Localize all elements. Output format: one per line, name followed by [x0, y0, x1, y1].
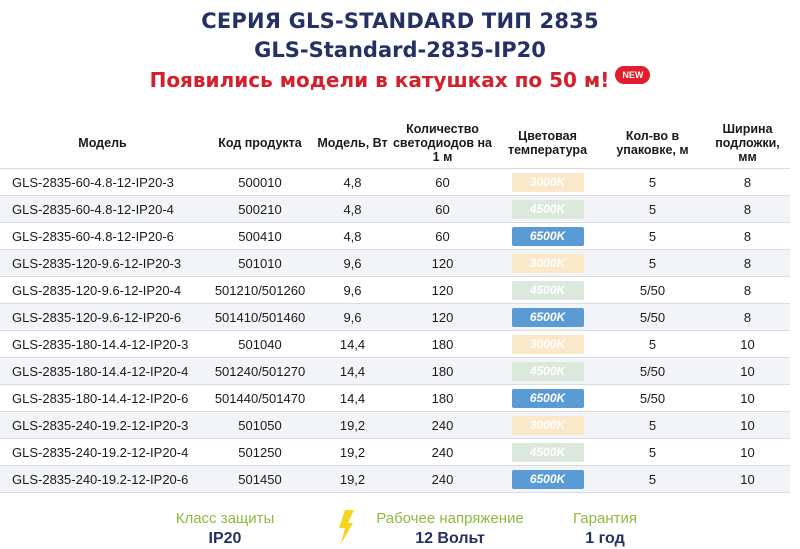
power-cell: 14,4: [315, 331, 390, 358]
color-temp-badge: 4500K: [512, 443, 584, 462]
product-code-cell: 501010: [205, 250, 315, 277]
table-row: [0, 439, 790, 466]
package-length-cell: 5/50: [600, 358, 705, 385]
led-count-cell: 240: [390, 412, 495, 439]
color-temp-badge: 6500K: [512, 389, 584, 408]
power-cell: 4,8: [315, 223, 390, 250]
warranty-block: [550, 510, 660, 548]
column-header: Модель: [78, 136, 127, 150]
model-cell: GLS-2835-60-4.8-12-IP20-6: [0, 223, 205, 250]
package-length-cell: 5: [600, 331, 705, 358]
page-title: СЕРИЯ GLS-STANDARD ТИП 2835: [201, 9, 599, 33]
table-row: [0, 466, 790, 493]
color-temp-badge: 3000K: [512, 254, 584, 273]
substrate-width-cell: 10: [705, 331, 790, 358]
table-row: [0, 412, 790, 439]
column-header: Код продукта: [218, 136, 302, 150]
product-code-cell: 501050: [205, 412, 315, 439]
table-row: [0, 196, 790, 223]
table-row: [0, 385, 790, 412]
product-code-cell: 501410/501460: [205, 304, 315, 331]
color-temp-cell: [495, 385, 600, 412]
package-length-cell: 5/50: [600, 304, 705, 331]
package-length-cell: 5: [600, 412, 705, 439]
led-count-cell: 180: [390, 358, 495, 385]
power-cell: 9,6: [315, 304, 390, 331]
color-temp-badge: 4500K: [512, 281, 584, 300]
package-length-cell: 5: [600, 250, 705, 277]
product-table: [0, 118, 790, 493]
color-temp-cell: [495, 250, 600, 277]
table-row: [0, 169, 790, 196]
package-length-cell: 5: [600, 169, 705, 196]
model-cell: GLS-2835-180-14.4-12-IP20-6: [0, 385, 205, 412]
protection-value: IP20: [208, 530, 242, 547]
product-code-cell: 500210: [205, 196, 315, 223]
substrate-width-cell: 8: [705, 250, 790, 277]
color-temp-cell: [495, 196, 600, 223]
model-cell: GLS-2835-180-14.4-12-IP20-3: [0, 331, 205, 358]
color-temp-cell: [495, 169, 600, 196]
series-subtitle: GLS-Standard-2835-IP20: [254, 38, 546, 62]
column-header: Модель, Вт: [317, 136, 388, 150]
color-temp-cell: [495, 358, 600, 385]
color-temp-cell: [495, 223, 600, 250]
led-count-cell: 240: [390, 466, 495, 493]
package-length-cell: 5: [600, 196, 705, 223]
lightning-bolt-icon: [337, 510, 355, 549]
column-header: Ширина подложки, мм: [715, 122, 780, 164]
package-length-cell: 5: [600, 466, 705, 493]
product-code-cell: 501040: [205, 331, 315, 358]
power-cell: 4,8: [315, 196, 390, 223]
color-temp-badge: 6500K: [512, 308, 584, 327]
led-count-cell: 120: [390, 277, 495, 304]
substrate-width-cell: 10: [705, 412, 790, 439]
product-code-cell: 501450: [205, 466, 315, 493]
product-code-cell: 501240/501270: [205, 358, 315, 385]
power-cell: 9,6: [315, 277, 390, 304]
column-header: Количество светодиодов на 1 м: [392, 122, 492, 164]
voltage-label: Рабочее напряжение: [376, 510, 524, 527]
column-header: Цветовая температура: [507, 129, 588, 157]
table-row: [0, 250, 790, 277]
package-length-cell: 5/50: [600, 277, 705, 304]
led-count-cell: 180: [390, 385, 495, 412]
led-count-cell: 60: [390, 169, 495, 196]
color-temp-badge: 6500K: [512, 227, 584, 246]
model-cell: GLS-2835-240-19.2-12-IP20-4: [0, 439, 205, 466]
power-cell: 14,4: [315, 358, 390, 385]
substrate-width-cell: 8: [705, 223, 790, 250]
substrate-width-cell: 10: [705, 439, 790, 466]
protection-label: Класс защиты: [175, 510, 275, 527]
color-temp-cell: [495, 277, 600, 304]
led-count-cell: 120: [390, 250, 495, 277]
color-temp-badge: 6500K: [512, 470, 584, 489]
led-count-cell: 120: [390, 304, 495, 331]
new-badge: NEW: [615, 66, 650, 84]
table-row: [0, 331, 790, 358]
product-code-cell: 501210/501260: [205, 277, 315, 304]
package-length-cell: 5: [600, 223, 705, 250]
promo-text: Появились модели в катушках по 50 м!: [149, 68, 610, 92]
protection-class-block: [160, 510, 290, 548]
substrate-width-cell: 8: [705, 304, 790, 331]
power-cell: 19,2: [315, 439, 390, 466]
color-temp-badge: 4500K: [512, 362, 584, 381]
power-cell: 19,2: [315, 412, 390, 439]
warranty-label: Гарантия: [573, 510, 637, 527]
model-cell: GLS-2835-240-19.2-12-IP20-3: [0, 412, 205, 439]
color-temp-badge: 3000K: [512, 173, 584, 192]
product-code-cell: 501440/501470: [205, 385, 315, 412]
color-temp-badge: 3000K: [512, 335, 584, 354]
led-count-cell: 60: [390, 196, 495, 223]
voltage-block: [335, 510, 545, 548]
substrate-width-cell: 8: [705, 169, 790, 196]
substrate-width-cell: 8: [705, 196, 790, 223]
package-length-cell: 5: [600, 439, 705, 466]
model-cell: GLS-2835-120-9.6-12-IP20-4: [0, 277, 205, 304]
model-cell: GLS-2835-60-4.8-12-IP20-4: [0, 196, 205, 223]
model-cell: GLS-2835-60-4.8-12-IP20-3: [0, 169, 205, 196]
color-temp-cell: [495, 331, 600, 358]
model-cell: GLS-2835-180-14.4-12-IP20-4: [0, 358, 205, 385]
product-code-cell: 500010: [205, 169, 315, 196]
color-temp-cell: [495, 304, 600, 331]
model-cell: GLS-2835-120-9.6-12-IP20-6: [0, 304, 205, 331]
substrate-width-cell: 8: [705, 277, 790, 304]
color-temp-cell: [495, 439, 600, 466]
warranty-value: 1 год: [585, 530, 625, 547]
color-temp-badge: 3000K: [512, 416, 584, 435]
table-row: [0, 223, 790, 250]
product-code-cell: 501250: [205, 439, 315, 466]
color-temp-cell: [495, 412, 600, 439]
model-cell: GLS-2835-120-9.6-12-IP20-3: [0, 250, 205, 277]
promo-banner: [0, 68, 800, 92]
power-cell: 19,2: [315, 466, 390, 493]
color-temp-badge: 4500K: [512, 200, 584, 219]
substrate-width-cell: 10: [705, 385, 790, 412]
table-body: [0, 169, 790, 493]
package-length-cell: 5/50: [600, 385, 705, 412]
table-row: [0, 304, 790, 331]
product-code-cell: 500410: [205, 223, 315, 250]
power-cell: 4,8: [315, 169, 390, 196]
table-row: [0, 358, 790, 385]
power-cell: 9,6: [315, 250, 390, 277]
column-header: Кол-во в упаковке, м: [616, 129, 689, 157]
table-row: [0, 277, 790, 304]
color-temp-cell: [495, 466, 600, 493]
power-cell: 14,4: [315, 385, 390, 412]
table-header-row: [0, 118, 790, 169]
led-count-cell: 240: [390, 439, 495, 466]
model-cell: GLS-2835-240-19.2-12-IP20-6: [0, 466, 205, 493]
substrate-width-cell: 10: [705, 358, 790, 385]
led-count-cell: 60: [390, 223, 495, 250]
led-count-cell: 180: [390, 331, 495, 358]
voltage-value: 12 Вольт: [415, 530, 485, 547]
substrate-width-cell: 10: [705, 466, 790, 493]
